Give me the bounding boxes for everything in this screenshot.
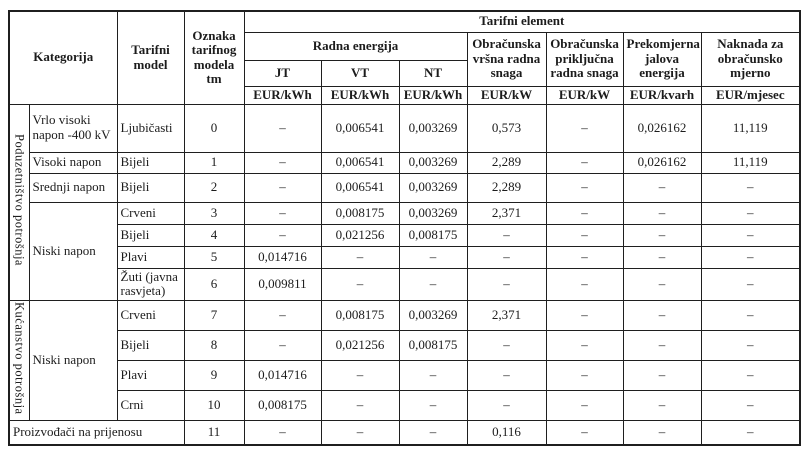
prikljucna-cell: – (546, 173, 623, 202)
unit-vt: EUR/kWh (321, 86, 399, 104)
vrsna-cell: 0,116 (467, 420, 546, 445)
header-jalova-energija: Prekomjerna jalova energija (623, 32, 701, 86)
jt-cell: – (244, 173, 321, 202)
vt-cell: 0,008175 (321, 202, 399, 224)
naknada-cell: – (701, 246, 800, 268)
jt-cell: – (244, 104, 321, 152)
prikljucna-cell: – (546, 202, 623, 224)
naknada-cell: – (701, 268, 800, 300)
category-cell: Visoki napon (29, 152, 117, 173)
vt-cell: – (321, 360, 399, 390)
prikljucna-cell: – (546, 152, 623, 173)
header-radna-energija: Radna energija (244, 32, 467, 60)
model-cell: Bijeli (117, 173, 184, 202)
vrsna-cell: 0,573 (467, 104, 546, 152)
unit-prikljucna: EUR/kW (546, 86, 623, 104)
vt-cell: – (321, 390, 399, 420)
tm-cell: 6 (184, 268, 244, 300)
vrsna-cell: 2,289 (467, 173, 546, 202)
jt-cell: 0,014716 (244, 246, 321, 268)
nt-cell: 0,003269 (399, 104, 467, 152)
jalova-cell: – (623, 360, 701, 390)
model-cell: Plavi (117, 246, 184, 268)
vrsna-cell: – (467, 224, 546, 246)
tm-cell: 1 (184, 152, 244, 173)
vt-cell: – (321, 420, 399, 445)
naknada-cell: – (701, 360, 800, 390)
header-vt: VT (321, 60, 399, 86)
model-cell: Crveni (117, 202, 184, 224)
model-cell: Ljubičasti (117, 104, 184, 152)
unit-naknada: EUR/mjesec (701, 86, 800, 104)
header-kategorija: Kategorija (9, 11, 117, 104)
model-cell: Crveni (117, 300, 184, 330)
vrsna-cell: 2,289 (467, 152, 546, 173)
vrsna-cell: 2,371 (467, 300, 546, 330)
tm-cell: 8 (184, 330, 244, 360)
jalova-cell: – (623, 173, 701, 202)
jt-cell: 0,009811 (244, 268, 321, 300)
naknada-cell: – (701, 224, 800, 246)
naknada-cell: – (701, 202, 800, 224)
nt-cell: – (399, 246, 467, 268)
jt-cell: – (244, 202, 321, 224)
vt-cell: – (321, 246, 399, 268)
vrsna-cell: – (467, 246, 546, 268)
group-label-text: Poduzetništvo potrošnja (12, 134, 27, 267)
jt-cell: 0,008175 (244, 390, 321, 420)
tm-cell: 0 (184, 104, 244, 152)
group-label-poduzetnistvo (9, 104, 29, 300)
naknada-cell: 11,119 (701, 104, 800, 152)
tm-cell: 9 (184, 360, 244, 390)
tm-cell: 7 (184, 300, 244, 330)
jt-cell: – (244, 330, 321, 360)
prikljucna-cell: – (546, 360, 623, 390)
table-row (9, 224, 800, 246)
category-cell: Vrlo visoki napon -400 kV (29, 104, 117, 152)
tm-cell: 3 (184, 202, 244, 224)
nt-cell: 0,003269 (399, 300, 467, 330)
jalova-cell: 0,026162 (623, 104, 701, 152)
prikljucna-cell: – (546, 224, 623, 246)
header-jt: JT (244, 60, 321, 86)
vrsna-cell: – (467, 268, 546, 300)
table-row (9, 152, 800, 173)
vt-cell: 0,006541 (321, 152, 399, 173)
nt-cell: 0,008175 (399, 330, 467, 360)
header-naknada: Naknada za obračunsko mjerno (701, 32, 800, 86)
vt-cell: 0,006541 (321, 104, 399, 152)
group-label-kucanstvo (9, 300, 29, 420)
nt-cell: – (399, 420, 467, 445)
prikljucna-cell: – (546, 104, 623, 152)
prikljucna-cell: – (546, 420, 623, 445)
naknada-cell: 11,119 (701, 152, 800, 173)
jt-cell: – (244, 420, 321, 445)
jt-cell: 0,014716 (244, 360, 321, 390)
model-cell: Bijeli (117, 224, 184, 246)
header-tarifni-element: Tarifni element (244, 11, 800, 32)
table-row (9, 104, 800, 152)
vt-cell: 0,021256 (321, 330, 399, 360)
vrsna-cell: 2,371 (467, 202, 546, 224)
jt-cell: – (244, 152, 321, 173)
nt-cell: – (399, 390, 467, 420)
header-tarifni-model: Tarifni model (117, 11, 184, 104)
prikljucna-cell: – (546, 246, 623, 268)
tm-cell: 5 (184, 246, 244, 268)
table-row (9, 246, 800, 268)
vt-cell: 0,008175 (321, 300, 399, 330)
header-prikljucna-snaga: Obračunska priključna radna snaga (546, 32, 623, 86)
vt-cell: 0,021256 (321, 224, 399, 246)
naknada-cell: – (701, 173, 800, 202)
jalova-cell: – (623, 300, 701, 330)
jt-cell: – (244, 300, 321, 330)
prikljucna-cell: – (546, 330, 623, 360)
vrsna-cell: – (467, 390, 546, 420)
jalova-cell: – (623, 268, 701, 300)
model-cell: Plavi (117, 360, 184, 390)
unit-jt: EUR/kWh (244, 86, 321, 104)
table-row (9, 360, 800, 390)
category-cell: Niski napon (29, 202, 117, 300)
prikljucna-cell: – (546, 390, 623, 420)
table-row (9, 268, 800, 300)
jalova-cell: 0,026162 (623, 152, 701, 173)
model-cell: Crni (117, 390, 184, 420)
table-row (9, 173, 800, 202)
tm-cell: 10 (184, 390, 244, 420)
nt-cell: – (399, 268, 467, 300)
jalova-cell: – (623, 224, 701, 246)
tariff-table (8, 10, 801, 446)
prikljucna-cell: – (546, 268, 623, 300)
jalova-cell: – (623, 420, 701, 445)
table-row (9, 300, 800, 330)
vt-cell: 0,006541 (321, 173, 399, 202)
nt-cell: 0,003269 (399, 173, 467, 202)
jt-cell: – (244, 224, 321, 246)
table-row (9, 390, 800, 420)
nt-cell: – (399, 360, 467, 390)
nt-cell: 0,003269 (399, 202, 467, 224)
vt-cell: – (321, 268, 399, 300)
category-cell: Proizvođači na prijenosu (9, 420, 184, 445)
tm-cell: 11 (184, 420, 244, 445)
table-row (9, 202, 800, 224)
jalova-cell: – (623, 246, 701, 268)
model-cell: Bijeli (117, 330, 184, 360)
header-nt: NT (399, 60, 467, 86)
vrsna-cell: – (467, 360, 546, 390)
table-row (9, 420, 800, 445)
header-oznaka-tm: Oznaka tarifnog modela tm (184, 11, 244, 104)
model-cell: Žuti (javna rasvjeta) (117, 268, 184, 300)
model-cell: Bijeli (117, 152, 184, 173)
jalova-cell: – (623, 330, 701, 360)
jalova-cell: – (623, 390, 701, 420)
tm-cell: 4 (184, 224, 244, 246)
jalova-cell: – (623, 202, 701, 224)
group-label-text: Kućanstvo potrošnja (12, 302, 27, 415)
unit-nt: EUR/kWh (399, 86, 467, 104)
category-cell: Srednji napon (29, 173, 117, 202)
category-cell: Niski napon (29, 300, 117, 420)
header-vrsna-snaga: Obračunska vršna radna snaga (467, 32, 546, 86)
naknada-cell: – (701, 420, 800, 445)
unit-vrsna: EUR/kW (467, 86, 546, 104)
prikljucna-cell: – (546, 300, 623, 330)
naknada-cell: – (701, 300, 800, 330)
unit-jalova: EUR/kvarh (623, 86, 701, 104)
nt-cell: 0,003269 (399, 152, 467, 173)
nt-cell: 0,008175 (399, 224, 467, 246)
naknada-cell: – (701, 390, 800, 420)
table-row (9, 330, 800, 360)
vrsna-cell: – (467, 330, 546, 360)
naknada-cell: – (701, 330, 800, 360)
tm-cell: 2 (184, 173, 244, 202)
